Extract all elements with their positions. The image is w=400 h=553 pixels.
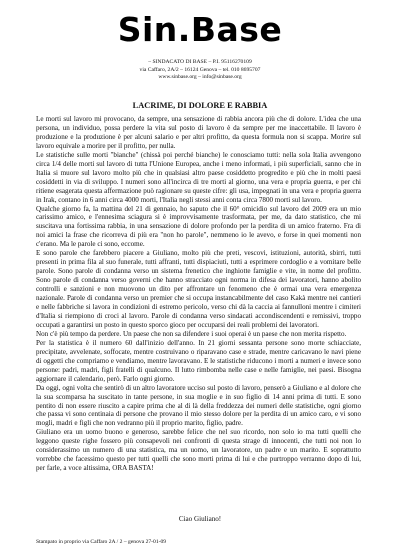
print-footer: Stampato in proprio via Caffaro 2A / 2 – genova 27-01-09 [36, 539, 167, 545]
closing-salutation: Ciao Giuliano! [178, 515, 222, 523]
paragraph: E sono parole che farebbero piacere a Giuliano, molto più che preti, vescovi, istituzioni, autorità, sbirri, tutti presenti in prima fila al suo funerale, tutti affranti, tutti dispiaciuti, tutti a esprimere cordoglio e a vomitare belle parole. Sono parole di condanna verso un sistema frenetico che inghiotte famiglie e vite, in nome del profitto. Sono parole di condanna verso governi che hanno stracciato ogni norma in difesa dei lavoratori, hanno abolito controlli e sanzioni e non muovono un dito per affrontare un fenomeno che è ormai una vera emergenza nazionale. Parole di condanna verso un premier che si occupa instancabilmente del caso Kakà mentre nei cantieri e nelle fabbriche si lavora in condizioni di estremo pericolo, verso chi dà la caccia ai fannulloni mentre i cimiteri d'Italia si riempiono di croci al lavoro. Parole di condanna verso sindacati accondiscendenti e remissivi, troppo occupati a garantirsi un posto in questo sporco gioco per occuparsi dei reali problemi dei lavoratori. [36, 249, 361, 329]
organization-info [0, 59, 400, 82]
paragraph: Qualche giorno fa, la mattina del 21 di gennaio, ho saputo che il 60° omicidio sul lavoro del 2009 era un mio carissimo amico, e l'ennesima sciagura si è improvvisamente trasformata, per me, da dato statistico, che mi suscitava una fortissima rabbia, in una sensazione di dolore profondo per la perdita di un amico fraterno. Fra di noi amici la frase che ricorreva di più era "non ho parole", nemmeno io le avevo, e forse in quei momenti non c'erano. Ma le parole ci sono, eccome. [36, 204, 361, 249]
article-body [36, 115, 361, 473]
article-title: LACRIME, DI DOLORE E RABBIA [132, 101, 268, 110]
paragraph: Le morti sul lavoro mi provocano, da sempre, una sensazione di rabbia ancora più che di dolore. L'idea che una persona, un individuo, possa perdere la vita sul posto di lavoro è da sempre per me inaccettabile. Il lavoro è produzione e la produzione è per alcuni salario e per altri profitto, da questa formula non si scappa. Morire sul lavoro equivale a morire per il profitto, per nulla. [36, 115, 361, 150]
org-line-3: www.sinbase.org – info@sinbase.org [158, 74, 242, 81]
org-line-2: via Caffaro, 2A/2 – 16124 Genova – tel. 010 8695707 [139, 66, 261, 73]
logo: Sin.Base [117, 10, 283, 49]
paragraph: Giuliano era un uomo buono e generoso, sarebbe felice che nel suo ricordo, non solo io ma tutti quelli che leggono queste righe fossero più consapevoli nei confronti di questa strage di innocenti, che tutti noi non lo considerassimo un numero di una statistica, ma un uomo, un lavoratore, un padre e un marito. E soprattutto vorrebbe che facessimo questo per tutti quelli che sono morti prima di lui e che purtroppo verranno dopo di lui, per farle, a voce altissima, ORA BASTA! [36, 428, 361, 473]
org-line-1: – SINDACATO DI BASE – P.I. 95116270109 [148, 59, 252, 65]
paragraph: Per la statistica è il numero 60 dall'inizio dell'anno. In 21 giorni sessanta persone sono morte schiacciate, precipitate, avvelenate, soffocate, mentre costruivano o riparavano case e strade, mentre caricavano le navi piene di oggetti che compriamo e vendiamo, mentre lavoravano. E le statistiche riducono i morti a numeri e invece sono persone: padri, madri, figli fratelli di qualcuno. Il lutto rimbomba nelle case e nelle famiglie, nei paesi. Bisogna aggiornare il calendario, però. Farlo ogni giorno. [36, 338, 361, 383]
paragraph: Da oggi, ogni volta che sentirò di un altro lavoratore ucciso sul posto di lavoro, penserò a Giuliano e al dolore che la sua scomparsa ha suscitato in tante persone, in sua moglie e in suo figlio di 14 anni prima di tutti. E sono pentito di non essere riuscito a capire prima che al di là della freddezza dei numeri delle statistiche, ogni giorno che passa vi sono centinaia di persone che provano il mio stesso dolore per la perdita di un amico caro, e vi sono mogli, madri e figli che non vedranno più il proprio marito, figlio, padre. [36, 383, 361, 428]
paragraph: Non c'è più tempo da perdere. Un paese che non sa difendere i suoi operai è un paese che non merita rispetto. [36, 329, 347, 338]
paragraph: Le statistiche sulle morti "bianche" (chissà poi perché bianche) le conosciamo tutti: nella sola Italia avvengono circa 1/4 delle morti sul lavoro di tutta l'Unione Europea, anche i meno informati, i più superficiali, sanno che in Italia si muore sul lavoro molto più che in qualsiasi altro paese cosiddetto progredito e più che in molti paesi cosiddetti in via di sviluppo. I numeri sono all'incirca di tre morti al giorno, una vera e propria guerra, e per chi ritiene esagerata questa affermazione può ragionare su queste cifre: gli usa, impegnati in una vera e propria guerra in Irak, contano in 6 anni circa 4000 morti, l'Italia negli stessi anni conta circa 7800 morti sul lavoro. [36, 150, 361, 204]
